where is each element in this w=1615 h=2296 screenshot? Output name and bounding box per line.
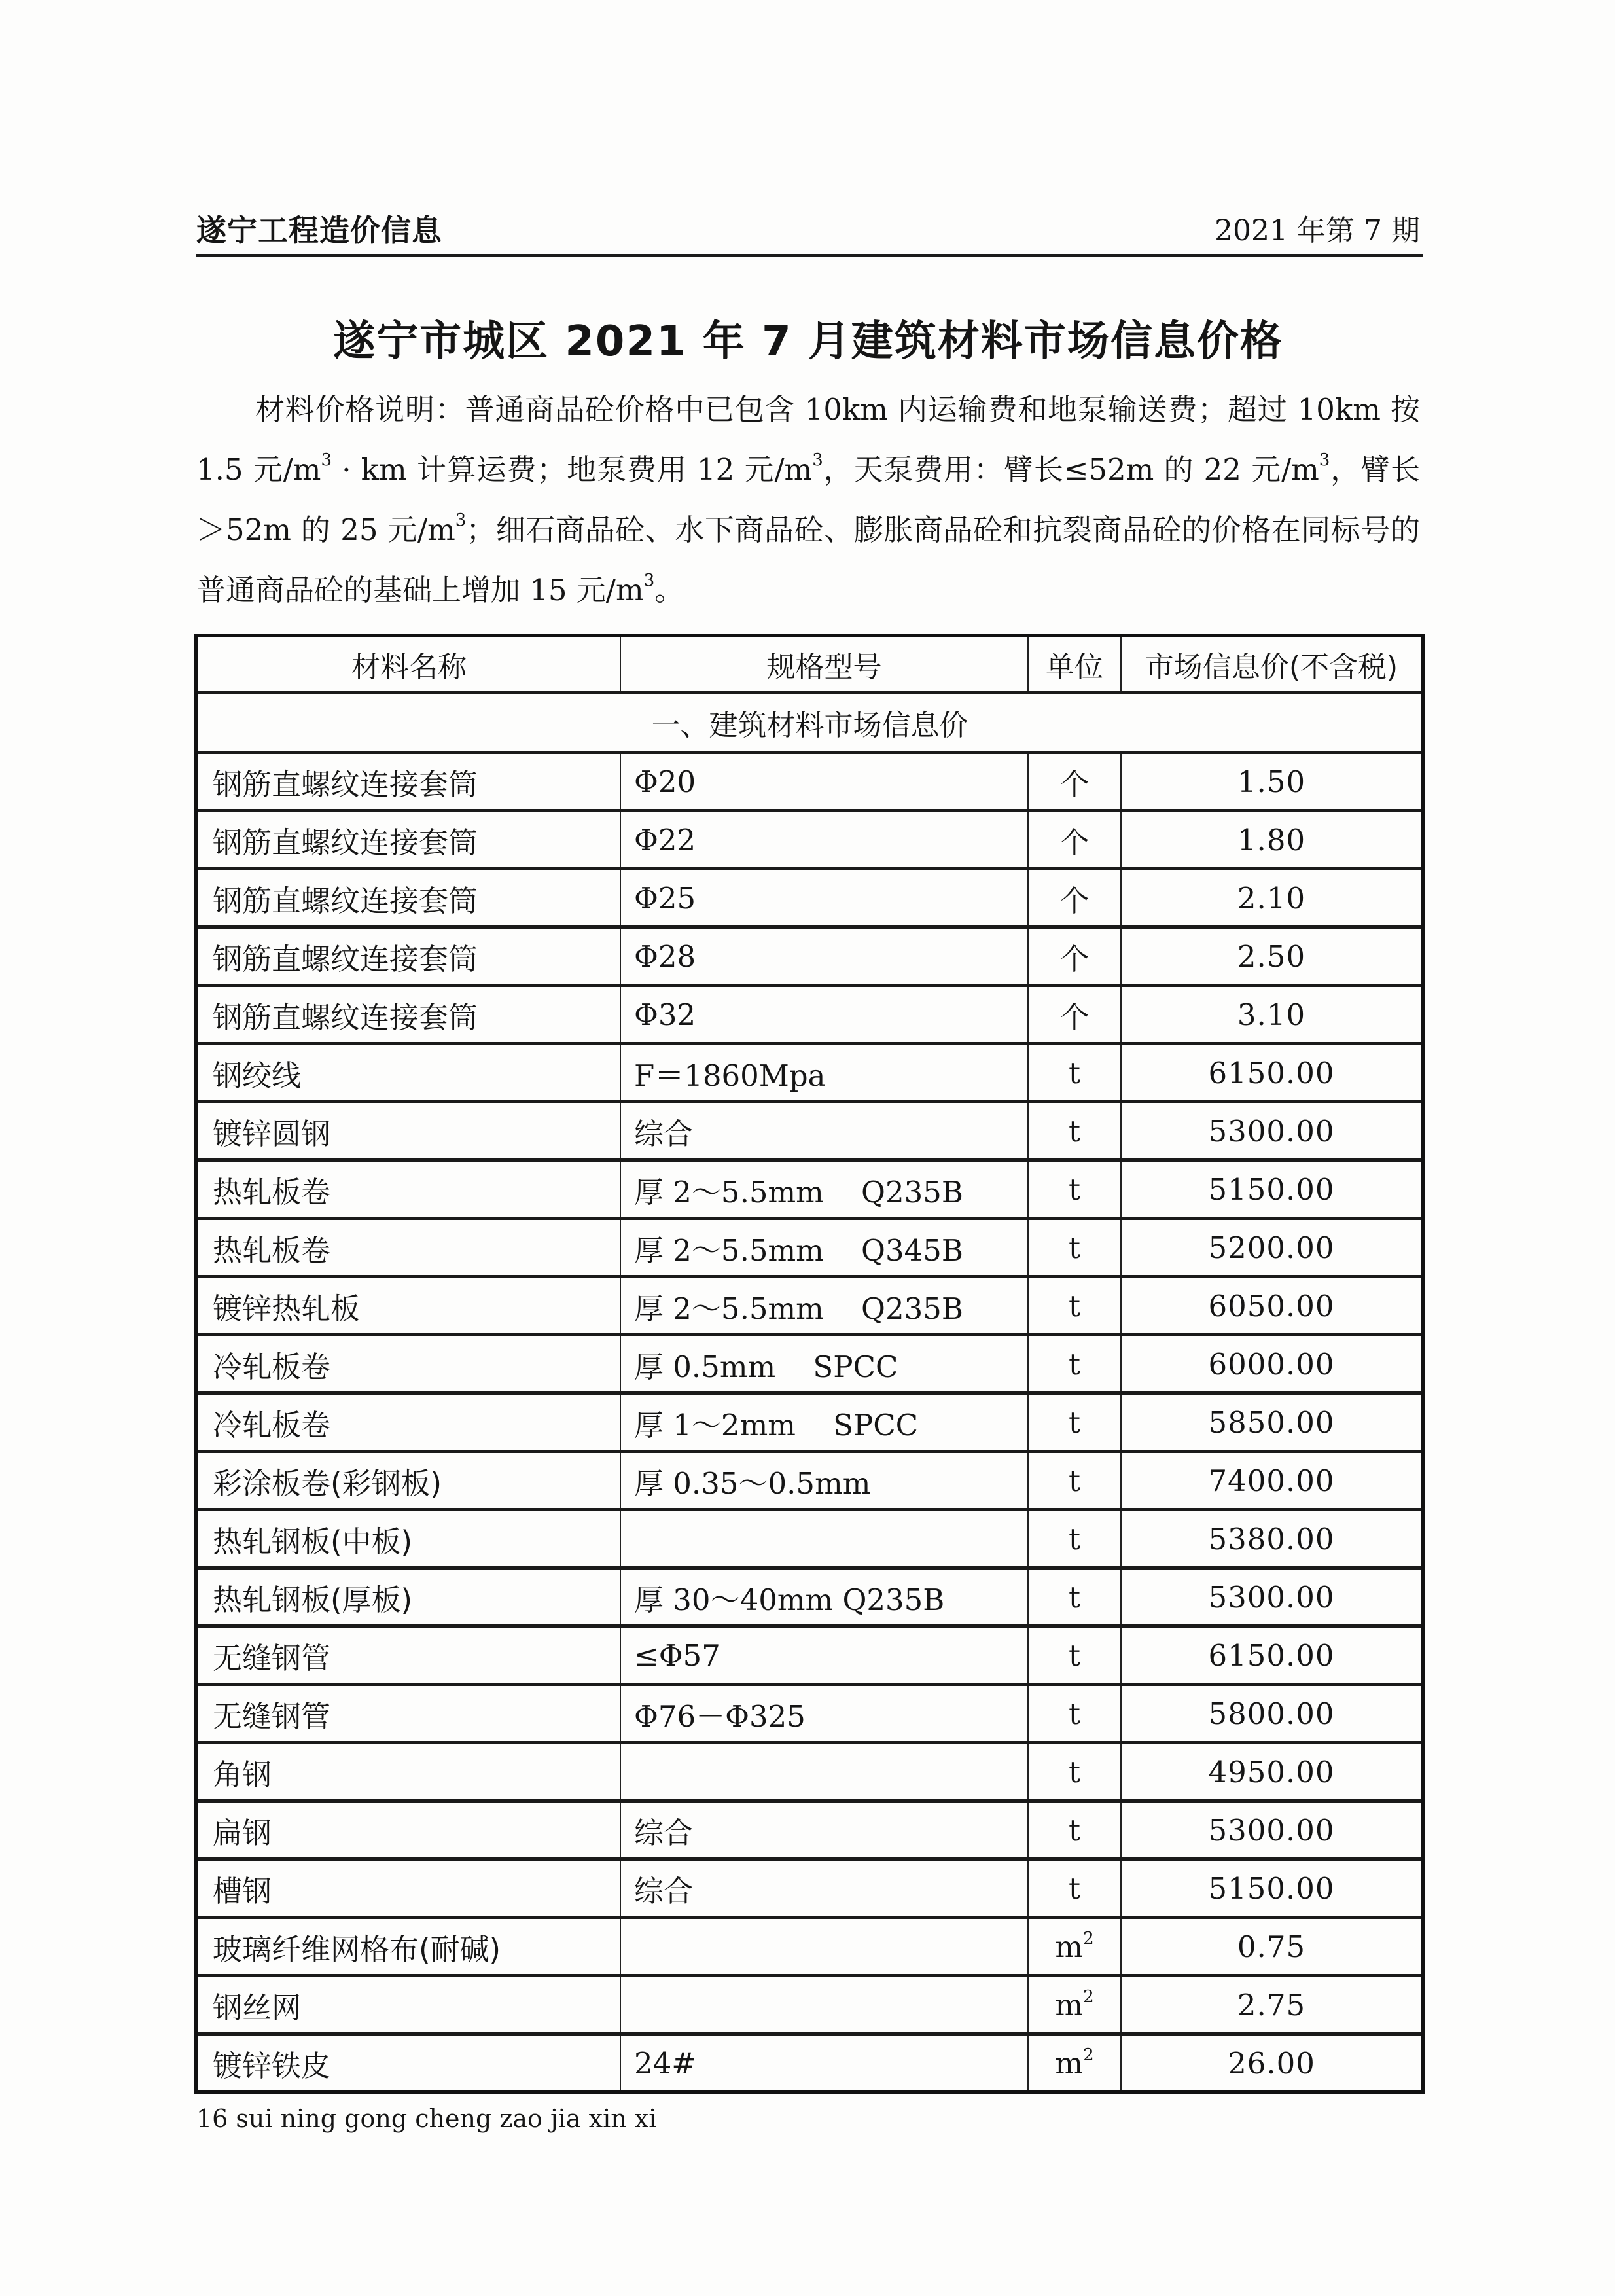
material-unit — [1028, 869, 1121, 927]
unit-text: t — [1068, 1405, 1081, 1440]
market-price: 1.50 — [1121, 753, 1423, 811]
unit-text: t — [1068, 1172, 1081, 1207]
unit-text: t — [1068, 1521, 1081, 1556]
market-price: 2.75 — [1121, 1976, 1423, 2034]
material-spec: 厚 2～5.5mm Q235B — [620, 1277, 1028, 1335]
material-spec: Φ76－Φ325 — [620, 1685, 1028, 1743]
page-title: 遂宁市城区 2021 年 7 月建筑材料市场信息价格 — [333, 317, 1283, 366]
unit-text: t — [1068, 1812, 1081, 1848]
table-row — [196, 1335, 1423, 1393]
material-name: 热轧板卷 — [196, 1219, 620, 1277]
material-unit — [1028, 1801, 1121, 1859]
table-row — [196, 1510, 1423, 1568]
unit-text: t — [1068, 1754, 1081, 1789]
unit-text: 个 — [1059, 766, 1090, 802]
unit-text: t — [1068, 1113, 1081, 1149]
market-price: 7400.00 — [1121, 1452, 1423, 1510]
table-row — [196, 1452, 1423, 1510]
material-unit — [1028, 753, 1121, 811]
notes-paragraph — [196, 380, 1420, 620]
section-title: 一、建筑材料市场信息价 — [196, 693, 1423, 753]
material-unit — [1028, 1976, 1121, 2034]
material-spec: 综合 — [620, 1102, 1028, 1160]
market-price: 5850.00 — [1121, 1393, 1423, 1452]
material-name: 玻璃纤维网格布(耐碱) — [196, 1918, 620, 1976]
unit-text: t — [1068, 1463, 1081, 1498]
material-name: 钢绞线 — [196, 1044, 620, 1102]
market-price: 5300.00 — [1121, 1801, 1423, 1859]
material-unit — [1028, 1393, 1121, 1452]
material-name: 镀锌圆钢 — [196, 1102, 620, 1160]
table-row — [196, 1393, 1423, 1452]
material-name: 彩涂板卷(彩钢板) — [196, 1452, 620, 1510]
market-price: 5300.00 — [1121, 1102, 1423, 1160]
material-spec: Φ28 — [620, 927, 1028, 986]
notes-text: ，天泵费用：臂长≤52m 的 22 元/m — [823, 452, 1319, 487]
material-name: 冷轧板卷 — [196, 1335, 620, 1393]
page-footer: 16 sui ning gong cheng zao jia xin xi — [196, 2104, 657, 2133]
material-name: 无缝钢管 — [196, 1626, 620, 1685]
table-row — [196, 1976, 1423, 2034]
notes-sup: 3 — [455, 511, 467, 530]
market-price: 5380.00 — [1121, 1510, 1423, 1568]
table-row — [196, 869, 1423, 927]
material-spec: 厚 2～5.5mm Q235B — [620, 1160, 1028, 1219]
market-price: 6150.00 — [1121, 1044, 1423, 1102]
table-row — [196, 986, 1423, 1044]
price-notes — [196, 380, 1420, 620]
table-row — [196, 2034, 1423, 2093]
material-unit — [1028, 2034, 1121, 2093]
material-unit — [1028, 1160, 1121, 1219]
table-row — [196, 1918, 1423, 1976]
material-name: 钢筋直螺纹连接套筒 — [196, 753, 620, 811]
notes-text: 。 — [654, 573, 684, 607]
notes-text: · km 计算运费；地泵费用 12 元/m — [332, 452, 813, 487]
material-spec: 厚 30～40mm Q235B — [620, 1568, 1028, 1626]
material-name: 钢筋直螺纹连接套筒 — [196, 811, 620, 869]
material-name: 角钢 — [196, 1743, 620, 1801]
material-unit — [1028, 1568, 1121, 1626]
market-price: 5200.00 — [1121, 1219, 1423, 1277]
market-price: 6050.00 — [1121, 1277, 1423, 1335]
material-name: 槽钢 — [196, 1859, 620, 1918]
unit-text: t — [1068, 1871, 1081, 1906]
unit-text: m — [1055, 1929, 1084, 1964]
material-spec: 厚 1～2mm SPCC — [620, 1393, 1028, 1452]
material-spec: Φ22 — [620, 811, 1028, 869]
table-row — [196, 1160, 1423, 1219]
material-spec: 24# — [620, 2034, 1028, 2093]
table-row — [196, 1102, 1423, 1160]
price-table — [194, 634, 1425, 2094]
market-price: 2.50 — [1121, 927, 1423, 986]
unit-superscript: 2 — [1083, 2045, 1094, 2065]
unit-text: t — [1068, 1288, 1081, 1323]
material-unit — [1028, 1044, 1121, 1102]
table-row — [196, 1219, 1423, 1277]
table-row — [196, 1568, 1423, 1626]
publication-name: 遂宁工程造价信息 — [196, 213, 442, 248]
material-name: 无缝钢管 — [196, 1685, 620, 1743]
market-price: 26.00 — [1121, 2034, 1423, 2093]
table-row — [196, 811, 1423, 869]
table-row — [196, 927, 1423, 986]
material-unit — [1028, 1859, 1121, 1918]
table-row — [196, 1044, 1423, 1102]
material-name: 钢筋直螺纹连接套筒 — [196, 927, 620, 986]
material-spec: 综合 — [620, 1859, 1028, 1918]
unit-text: 个 — [1059, 999, 1090, 1035]
material-spec — [620, 1743, 1028, 1801]
unit-text: t — [1068, 1579, 1081, 1615]
unit-text: t — [1068, 1055, 1081, 1090]
table-row — [196, 1743, 1423, 1801]
material-unit — [1028, 1918, 1121, 1976]
material-spec — [620, 1510, 1028, 1568]
material-spec — [620, 1976, 1028, 2034]
material-spec: 厚 0.5mm SPCC — [620, 1335, 1028, 1393]
material-name: 钢筋直螺纹连接套筒 — [196, 869, 620, 927]
notes-text: 材料价格说明：普通商品砼价格中已包含 10km 内运输费和地泵输送费；超过 10km 按 1.5 元/m — [196, 392, 1420, 487]
material-unit — [1028, 1743, 1121, 1801]
unit-text: t — [1068, 1696, 1081, 1731]
notes-sup: 3 — [321, 450, 332, 470]
market-price: 5150.00 — [1121, 1859, 1423, 1918]
material-spec: F＝1860Mpa — [620, 1044, 1028, 1102]
material-spec: 综合 — [620, 1801, 1028, 1859]
material-unit — [1028, 1452, 1121, 1510]
unit-text: t — [1068, 1230, 1081, 1265]
table-row — [196, 1685, 1423, 1743]
unit-text: 个 — [1059, 825, 1090, 860]
table-row — [196, 1859, 1423, 1918]
table-row — [196, 753, 1423, 811]
market-price: 0.75 — [1121, 1918, 1423, 1976]
material-unit — [1028, 1219, 1121, 1277]
material-unit — [1028, 811, 1121, 869]
material-unit — [1028, 1510, 1121, 1568]
material-unit — [1028, 927, 1121, 986]
market-price: 6150.00 — [1121, 1626, 1423, 1685]
market-price: 1.80 — [1121, 811, 1423, 869]
unit-superscript: 2 — [1083, 1986, 1094, 2007]
notes-text: ，臂长＞52m 的 25 元/m — [196, 452, 1421, 547]
notes-sup: 3 — [1319, 450, 1330, 470]
material-spec: Φ20 — [620, 753, 1028, 811]
material-spec: 厚 2～5.5mm Q345B — [620, 1219, 1028, 1277]
column-header-unit: 单位 — [1028, 636, 1121, 693]
table-row — [196, 1801, 1423, 1859]
table-row — [196, 1277, 1423, 1335]
material-spec: Φ25 — [620, 869, 1028, 927]
market-price: 2.10 — [1121, 869, 1423, 927]
material-name: 冷轧板卷 — [196, 1393, 620, 1452]
material-name: 钢筋直螺纹连接套筒 — [196, 986, 620, 1044]
column-header-spec: 规格型号 — [620, 636, 1028, 693]
notes-text: ；细石商品砼、水下商品砼、膨胀商品砼和抗裂商品砼的价格在同标号的普通商品砼的基础上增加 15 元/m — [196, 512, 1420, 607]
material-name: 热轧板卷 — [196, 1160, 620, 1219]
column-header-price: 市场信息价(不含税) — [1121, 636, 1423, 693]
material-name: 钢丝网 — [196, 1976, 620, 2034]
unit-text: 个 — [1059, 941, 1090, 977]
table-header-row — [196, 636, 1423, 693]
material-spec: 厚 0.35～0.5mm — [620, 1452, 1028, 1510]
section-row — [196, 693, 1423, 753]
unit-text: t — [1068, 1346, 1081, 1382]
material-name: 镀锌铁皮 — [196, 2034, 620, 2093]
material-unit — [1028, 1277, 1121, 1335]
running-head — [196, 203, 1420, 255]
market-price: 5300.00 — [1121, 1568, 1423, 1626]
header-rule — [196, 254, 1423, 257]
material-unit — [1028, 1626, 1121, 1685]
market-price: 5800.00 — [1121, 1685, 1423, 1743]
material-name: 扁钢 — [196, 1801, 620, 1859]
unit-text: m — [1055, 1987, 1084, 2022]
material-spec: Φ32 — [620, 986, 1028, 1044]
material-name: 热轧钢板(厚板) — [196, 1568, 620, 1626]
material-unit — [1028, 1102, 1121, 1160]
market-price: 5150.00 — [1121, 1160, 1423, 1219]
issue-number: 2021 年第 7 期 — [1215, 214, 1420, 247]
material-unit — [1028, 1335, 1121, 1393]
material-name: 热轧钢板(中板) — [196, 1510, 620, 1568]
unit-text: t — [1068, 1638, 1081, 1673]
table-row — [196, 1626, 1423, 1685]
notes-sup: 3 — [643, 571, 655, 590]
material-spec: ≤Φ57 — [620, 1626, 1028, 1685]
material-name: 镀锌热轧板 — [196, 1277, 620, 1335]
material-unit — [1028, 1685, 1121, 1743]
column-header-name: 材料名称 — [196, 636, 620, 693]
material-unit — [1028, 986, 1121, 1044]
notes-sup: 3 — [812, 450, 823, 470]
unit-text: m — [1055, 2045, 1084, 2081]
material-spec — [620, 1918, 1028, 1976]
unit-text: 个 — [1059, 883, 1090, 918]
unit-superscript: 2 — [1083, 1928, 1094, 1948]
market-price: 4950.00 — [1121, 1743, 1423, 1801]
market-price: 6000.00 — [1121, 1335, 1423, 1393]
market-price: 3.10 — [1121, 986, 1423, 1044]
